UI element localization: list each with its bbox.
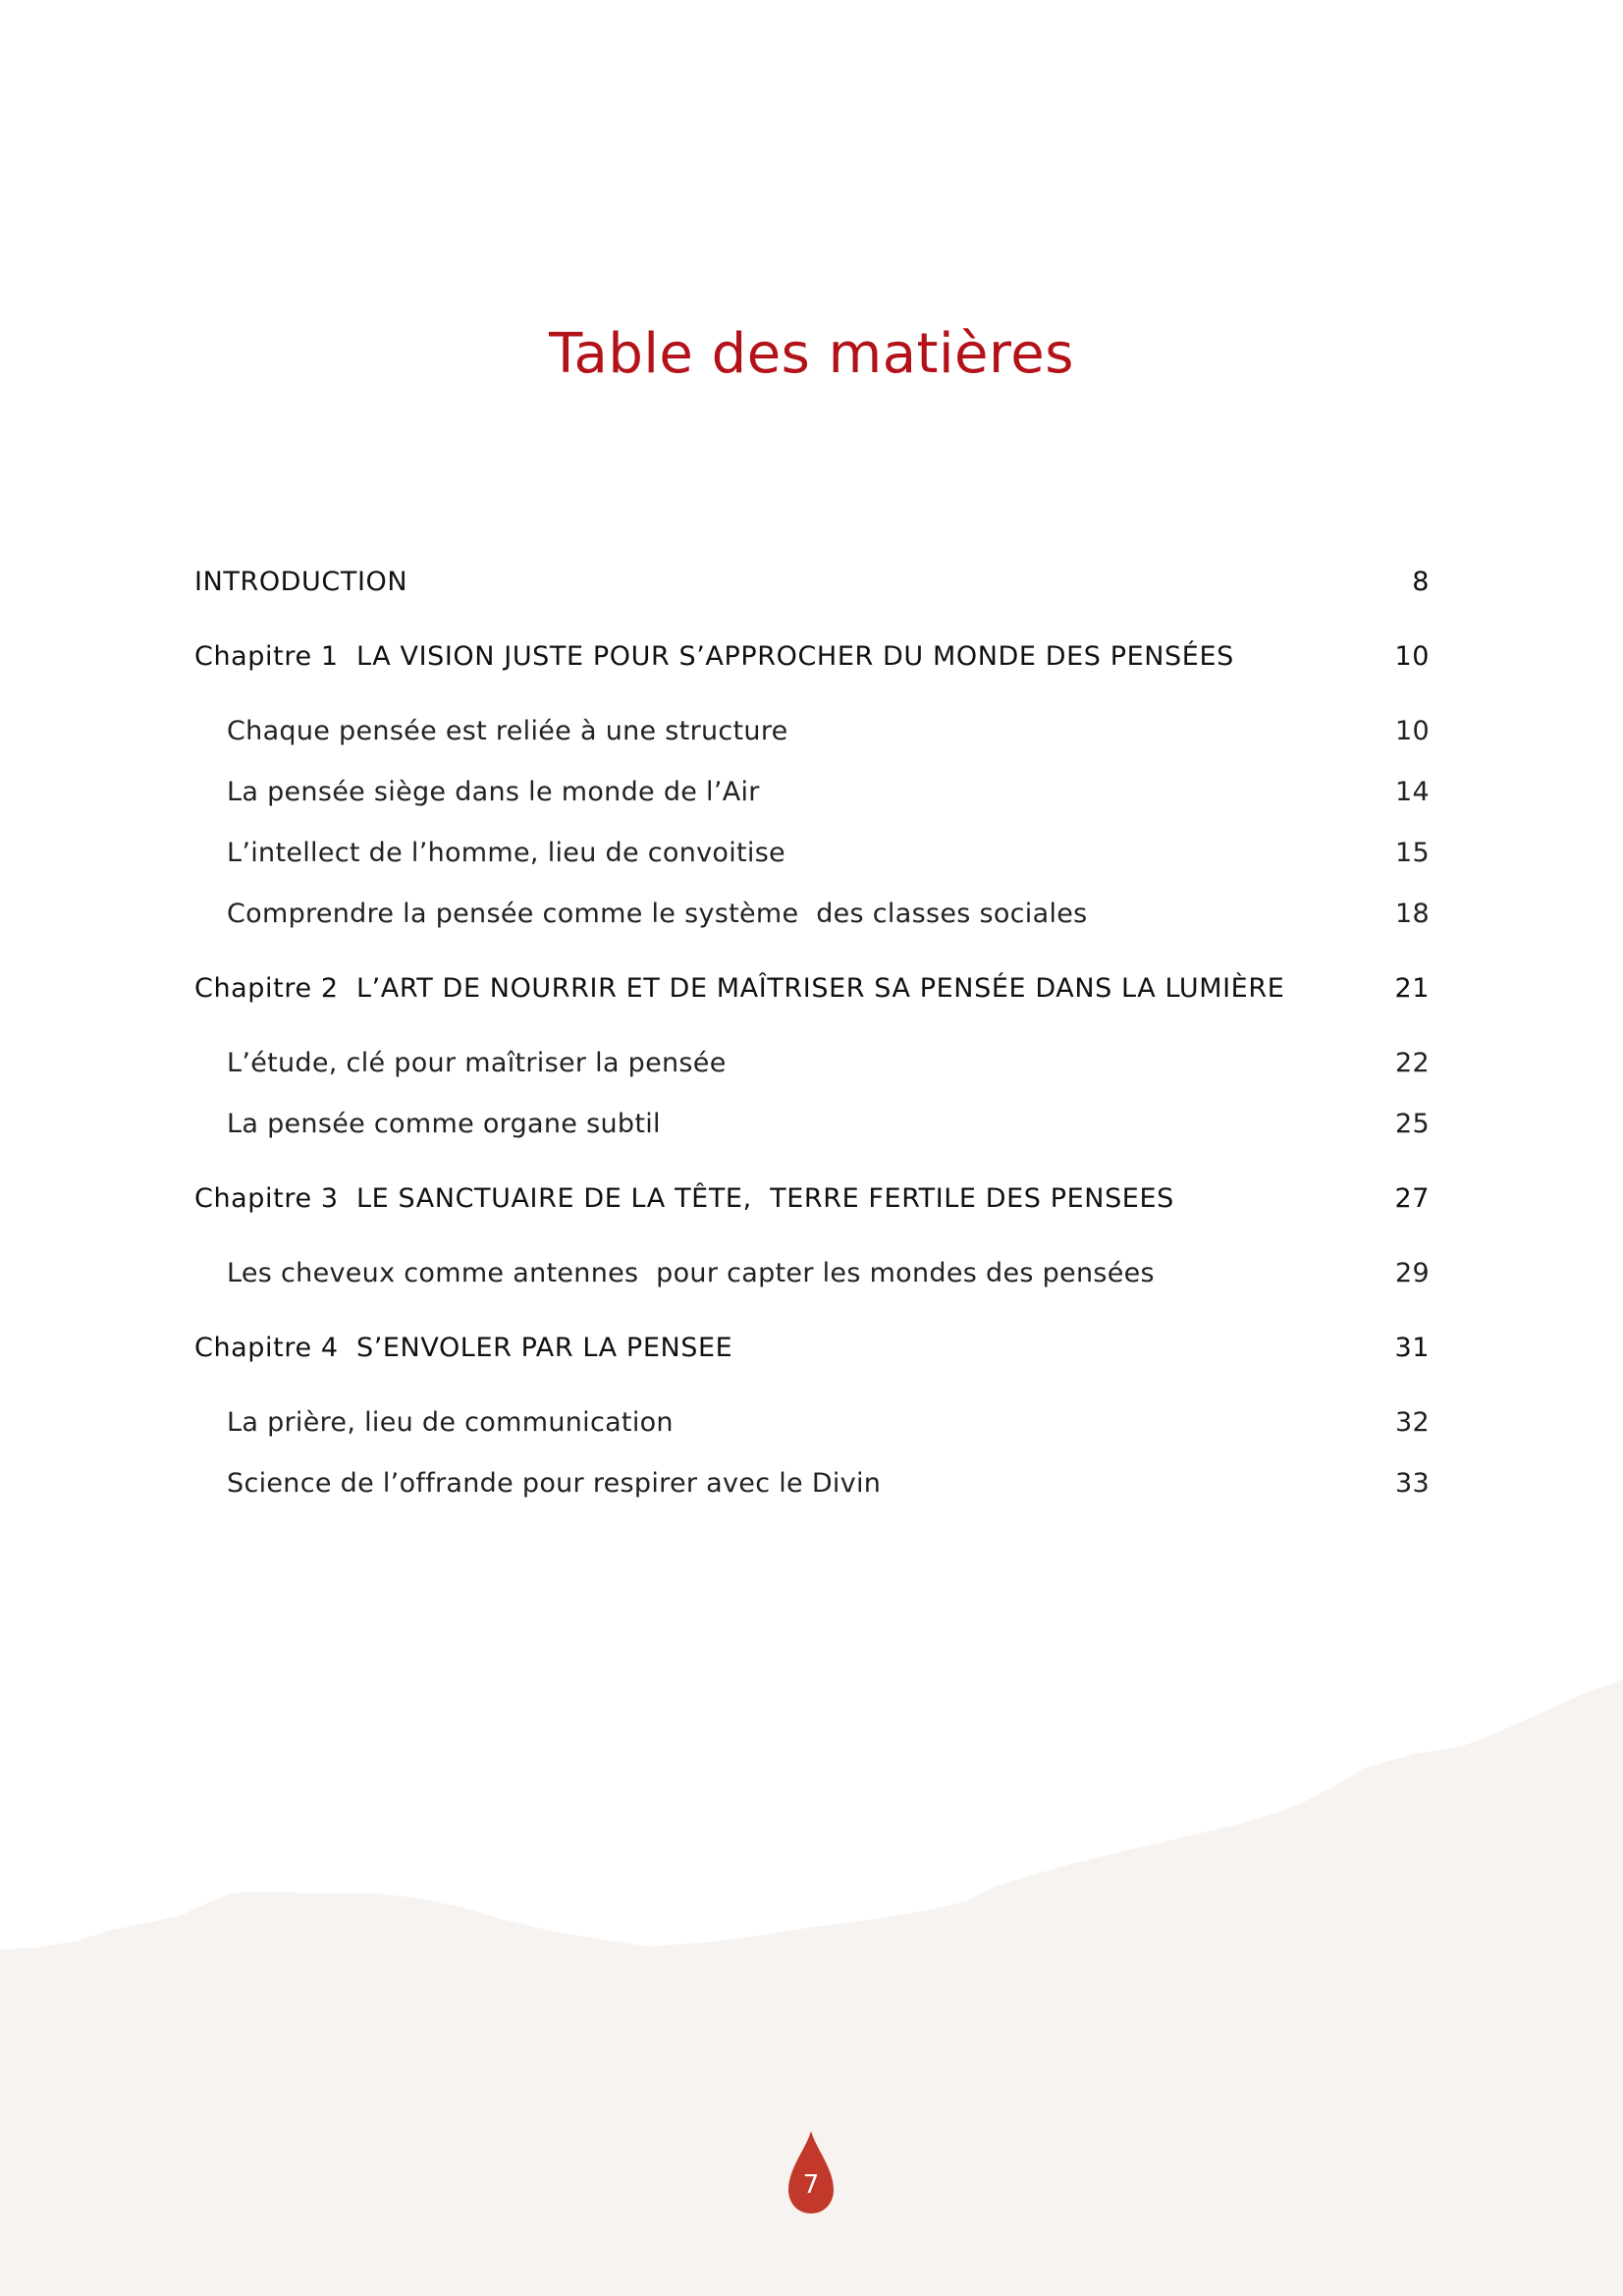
toc-entry-chapter-3[interactable] — [194, 1177, 1430, 1252]
toc-entry-page: 10 — [1395, 716, 1430, 746]
toc-entry-label: Chapitre 4 S’ENVOLER PAR LA PENSEE — [194, 1333, 733, 1363]
toc-entry-page: 27 — [1394, 1183, 1430, 1214]
toc-entry-label: Chapitre 3 LE SANCTUAIRE DE LA TÊTE, TERRE FERTILE DES PENSEES — [194, 1183, 1174, 1214]
toc-entry-label: Chaque pensée est reliée à une structure — [227, 716, 788, 746]
toc-entry-section[interactable] — [194, 1462, 1430, 1523]
toc-entry-label: La pensée siège dans le monde de l’Air — [227, 777, 760, 807]
toc-entry-section[interactable] — [194, 832, 1430, 893]
toc-entry-section[interactable] — [194, 1401, 1430, 1462]
toc-entry-introduction[interactable] — [194, 561, 1430, 635]
toc-entry-page: 10 — [1394, 641, 1430, 672]
toc-entry-label: La pensée comme organe subtil — [227, 1109, 661, 1139]
toc-entry-section[interactable] — [194, 1103, 1430, 1177]
toc-entry-label: Comprendre la pensée comme le système des classes sociales — [227, 899, 1088, 929]
toc-entry-section[interactable] — [194, 771, 1430, 832]
toc-entry-section[interactable] — [194, 893, 1430, 967]
toc-entry-label: La prière, lieu de communication — [227, 1407, 674, 1438]
toc-entry-section[interactable] — [194, 1042, 1430, 1103]
toc-entry-section[interactable] — [194, 710, 1430, 771]
toc-entry-label: L’étude, clé pour maîtriser la pensée — [227, 1048, 727, 1078]
toc-entry-page: 32 — [1395, 1407, 1430, 1438]
toc-entry-page: 31 — [1394, 1333, 1430, 1363]
toc-entry-page: 29 — [1395, 1258, 1430, 1288]
page-marker — [786, 2129, 836, 2217]
toc-entry-chapter-2[interactable] — [194, 967, 1430, 1042]
toc-entry-page: 33 — [1395, 1468, 1430, 1499]
page-title: Table des matières — [549, 322, 1074, 386]
toc-entry-page: 25 — [1395, 1109, 1430, 1139]
toc-entry-chapter-1[interactable] — [194, 635, 1430, 710]
toc-entry-section[interactable] — [194, 1252, 1430, 1327]
toc-entry-label: Science de l’offrande pour respirer avec le Divin — [227, 1468, 882, 1499]
toc-entry-page: 22 — [1395, 1048, 1430, 1078]
toc-entry-page: 14 — [1395, 777, 1430, 807]
toc-entry-label: INTRODUCTION — [194, 567, 408, 597]
toc-entry-page: 15 — [1395, 838, 1430, 868]
toc-entry-label: Les cheveux comme antennes pour capter les mondes des pensées — [227, 1258, 1155, 1288]
toc-entry-label: L’intellect de l’homme, lieu de convoitise — [227, 838, 785, 868]
table-of-contents — [194, 561, 1430, 1523]
toc-entry-label: Chapitre 2 L’ART DE NOURRIR ET DE MAÎTRISER SA PENSÉE DANS LA LUMIÈRE — [194, 973, 1285, 1004]
toc-entry-page: 8 — [1412, 567, 1430, 597]
page-number: 7 — [802, 2170, 820, 2200]
toc-entry-page: 18 — [1395, 899, 1430, 929]
toc-entry-chapter-4[interactable] — [194, 1327, 1430, 1401]
toc-entry-label: Chapitre 1 LA VISION JUSTE POUR S’APPROCHER DU MONDE DES PENSÉES — [194, 641, 1234, 672]
toc-entry-page: 21 — [1394, 973, 1430, 1004]
